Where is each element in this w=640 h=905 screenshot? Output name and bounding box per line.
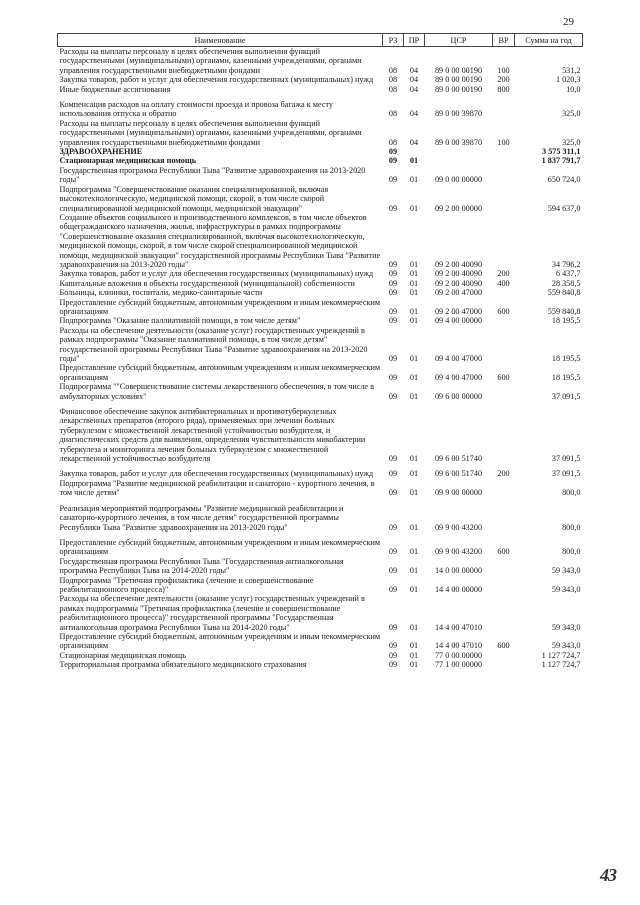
table-row	[58, 166, 583, 185]
row-vr	[493, 504, 515, 532]
row-name: Предоставление субсидий бюджетным, автономным учреждениям и иным некоммерческим организациям	[59, 297, 381, 316]
row-vr: 400	[497, 278, 510, 288]
row-csr: 89 0 00 00190	[434, 75, 483, 85]
row-csr	[425, 147, 493, 156]
row-sum: 559 840,8	[547, 288, 581, 298]
table-row	[58, 538, 583, 557]
row-name: Предоставление субсидий бюджетным, автономным учреждениям и иным некоммерческим организациям	[59, 363, 381, 382]
table-row	[58, 119, 583, 147]
header-sum: Сумма на год	[515, 34, 583, 47]
row-pr: 01	[409, 156, 419, 166]
row-vr	[493, 166, 515, 185]
row-name: Расходы на обеспечение деятельности (оказание услуг) государственных учреждений в рамках подпрограммы "Оказание паллиативной помощи, в том числе детям" государственной программы Республики Тыва "Развитие здравоохранения на 2013-2020 годы"	[59, 325, 368, 363]
row-sum: 559 840,8	[547, 306, 581, 316]
row-vr: 600	[497, 641, 510, 651]
row-sum: 1 020,3	[555, 75, 581, 85]
row-rz: 09	[388, 622, 398, 632]
row-pr: 01	[409, 269, 419, 279]
row-sum: 34 796,2	[551, 259, 581, 269]
row-rz: 09	[388, 584, 398, 594]
row-csr: 14 0 00 00000	[434, 566, 483, 576]
row-rz: 09	[388, 354, 398, 363]
row-rz: 09	[388, 316, 398, 326]
row-name: Больницы, клиники, госпитали, медико-санитарные части	[59, 288, 263, 298]
header-vr: ВР	[493, 34, 515, 47]
row-name: Закупка товаров, работ и услуг для обеспечения государственных (муниципальных) нужд	[59, 75, 374, 85]
row-csr: 09 4 00 47000	[434, 354, 483, 363]
row-rz: 09	[388, 259, 398, 269]
row-rz: 09	[388, 547, 398, 557]
row-name: Подпрограмма ""Совершенствование системы лекарственного обеспечения, в том числе в амбулаторных условиях"	[59, 382, 374, 401]
row-csr: 14 4 00 00000	[434, 584, 483, 594]
row-vr: 100	[497, 137, 510, 147]
row-pr: 01	[409, 391, 419, 401]
row-rz: 09	[388, 269, 398, 279]
row-sum: 650 724,0	[547, 175, 581, 185]
row-csr: 89 0 00 00190	[434, 84, 483, 94]
row-rz: 08	[388, 109, 398, 119]
header-pr: ПР	[404, 34, 425, 47]
row-name: Расходы на выплаты персоналу в целях обеспечения выполнения функций государственными (муниципальными) органами, казенными учреждениями, органами управления государственными внебюджетными фондами	[59, 118, 362, 147]
row-name: Подпрограмма "Третичная профилактика (лечение и совершенствование реабилитационного процесса)"	[59, 575, 314, 594]
row-sum: 18 195,5	[551, 372, 581, 382]
page-number: 29	[563, 16, 574, 28]
row-csr: 89 0 00 00190	[434, 65, 483, 75]
row-pr: 01	[409, 488, 419, 498]
table-row	[58, 100, 583, 119]
header-rz: РЗ	[383, 34, 404, 47]
row-vr	[493, 594, 515, 632]
row-rz: 09	[388, 203, 398, 213]
row-name: Подпрограмма "Развитие медицинской реабилитации и санаторно - курортного лечения, в том числе детям"	[59, 478, 375, 498]
row-csr: 09 2 00 40090	[434, 269, 483, 279]
row-name: Предоставление субсидий бюджетным, автономным учреждениям и иным некоммерческим организациям	[59, 631, 381, 651]
row-csr: 09 6 00 51740	[434, 454, 483, 464]
row-vr	[493, 288, 515, 297]
row-csr: 09 2 00 40090	[434, 278, 483, 288]
row-vr	[493, 156, 515, 165]
row-sum: 59 343,0	[551, 622, 581, 632]
row-sum: 37 091,5	[551, 469, 581, 479]
row-rz: 08	[388, 65, 398, 75]
row-pr: 01	[409, 469, 419, 479]
row-name: Государственная программа Республики Тыва "Государственная антиалкогольная программа Республики Тыва на 2014-2020 годы"	[59, 556, 344, 576]
row-csr: 09 2 00 40090	[434, 259, 483, 269]
row-csr: 77 1 00 00000	[434, 660, 483, 670]
table-row	[58, 479, 583, 498]
row-pr: 01	[409, 566, 419, 576]
row-rz: 09	[388, 288, 398, 298]
row-pr: 01	[409, 547, 419, 557]
row-name: Реализация мероприятий подпрограммы "Развитие медицинской реабилитации и санаторно-курортного лечения, в том числе детям" государственной программы Республики Тыва "Развитие здравоохранения на 2013-2020 годы"	[59, 503, 344, 532]
row-sum: 3 575 311,1	[542, 147, 581, 157]
row-csr: 09 9 00 00000	[434, 488, 483, 498]
row-vr: 200	[497, 469, 510, 479]
row-csr: 14 4 00 47010	[434, 622, 483, 632]
row-rz: 09	[388, 650, 398, 660]
row-sum: 59 343,0	[551, 641, 581, 651]
row-name: Расходы на обеспечение деятельности (оказание услуг) государственных учреждений в рамках подпрограммы "Третичная профилактика (лечение и совершенствование реабилитационного процесса)" государственной программы "Государственная антиалкогольная программа Республики Тыва на 2014-2020 годы"	[59, 594, 365, 632]
handwritten-page-mark: 43	[600, 865, 616, 885]
row-pr: 01	[409, 288, 419, 298]
row-pr: 01	[409, 316, 419, 326]
budget-table	[57, 33, 583, 670]
row-sum: 800,0	[562, 522, 581, 532]
row-sum: 18 195,5	[551, 316, 581, 326]
row-vr: 100	[497, 65, 510, 75]
row-name: Подпрограмма "Совершенствование оказания специализированной, включая высокотехнологическую, медицинской помощи, скорой, в том числе скорой специализированной медицинской помощи, медицинской эвакуации"	[59, 184, 329, 213]
row-vr: 600	[497, 547, 510, 557]
row-csr: 09 2 00 00000	[434, 203, 483, 213]
row-vr: 600	[497, 372, 510, 382]
header-name: Наименование	[58, 34, 383, 47]
table-row	[58, 85, 583, 94]
row-name: Предоставление субсидий бюджетным, автономным учреждениям и иным некоммерческим организациям	[59, 537, 381, 557]
row-name: Создание объектов социального и производственного комплексов, в том числе объектов общегражданского назначения, жилья, инфраструктуры в рамках подпрограммы "Совершенствование оказания специализированной, включая высокотехнологическую, медицинской помощи, скорой, в том числе скорой специализированной медицинской помощи, медицинской эвакуации" государственной программы Республики Тыва "Развитие здравоохранения на 2013-2020 годы"	[59, 212, 381, 269]
row-pr: 01	[409, 660, 419, 670]
table-row	[58, 269, 583, 278]
row-vr	[493, 407, 515, 463]
row-csr: 14 4 00 47010	[434, 641, 483, 651]
row-pr: 01	[409, 522, 419, 532]
row-sum: 325,0	[562, 137, 581, 147]
row-sum: 594 637,0	[547, 203, 581, 213]
row-name: Компенсация расходов на оплату стоимости проезда и провоза багажа к месту использования отпуска и обратно	[59, 100, 333, 119]
row-sum: 1 127 724,7	[541, 660, 581, 670]
row-csr: 09 6 00 51740	[434, 469, 483, 479]
row-rz: 09	[388, 156, 398, 166]
row-csr: 09 0 00 00000	[434, 175, 483, 185]
header-csr: ЦСР	[425, 34, 493, 47]
row-csr: 89 0 00 39870	[434, 109, 483, 119]
row-name: ЗДРАВООХРАНЕНИЕ	[59, 147, 143, 157]
row-rz: 08	[388, 75, 398, 85]
row-pr: 01	[409, 354, 419, 363]
row-sum: 6 437,7	[555, 269, 581, 279]
row-vr	[493, 316, 515, 325]
row-sum: 28 358,5	[551, 278, 581, 288]
row-vr	[493, 660, 515, 669]
table-row	[58, 504, 583, 532]
row-pr: 01	[409, 259, 419, 269]
table-row	[58, 213, 583, 269]
table-row	[58, 298, 583, 317]
row-name: Иные бюджетные ассигнования	[59, 84, 171, 94]
row-sum: 59 343,0	[551, 566, 581, 576]
table-row	[58, 156, 583, 165]
row-name: Подпрограмма "Оказание паллиативной помощи, в том числе детям"	[59, 316, 301, 326]
row-pr: 01	[409, 372, 419, 382]
row-rz: 09	[388, 522, 398, 532]
table-row	[58, 382, 583, 401]
row-name: Расходы на выплаты персоналу в целях обеспечения выполнения функций государственными (муниципальными) органами, казенными учреждениями, органами управления государственными внебюджетными фондами	[59, 47, 362, 75]
row-vr: 600	[497, 306, 510, 316]
row-pr: 01	[409, 306, 419, 316]
row-csr: 09 6 00 00000	[434, 391, 483, 401]
row-vr	[493, 479, 515, 498]
row-pr: 04	[409, 137, 419, 147]
table-row	[58, 147, 583, 156]
row-name: Территориальная программа обязательного медицинского страхования	[59, 660, 307, 670]
table-row	[58, 651, 583, 660]
row-pr: 04	[409, 65, 419, 75]
row-rz: 09	[388, 488, 398, 498]
table-row	[58, 185, 583, 213]
row-pr: 01	[409, 454, 419, 464]
row-vr	[493, 576, 515, 595]
row-vr	[493, 185, 515, 213]
row-name: Стационарная медицинская помощь	[59, 650, 186, 660]
row-pr	[404, 147, 425, 156]
row-pr: 01	[409, 641, 419, 651]
table-row	[58, 594, 583, 632]
row-vr	[493, 147, 515, 156]
table-row	[58, 469, 583, 478]
table-row	[58, 632, 583, 651]
row-rz: 09	[388, 147, 398, 157]
row-pr: 01	[409, 622, 419, 632]
table-row	[58, 288, 583, 297]
table-body	[58, 47, 583, 670]
table-row	[58, 557, 583, 576]
row-csr: 09 2 00 47000	[434, 306, 483, 316]
row-pr: 01	[409, 203, 419, 213]
table-row	[58, 407, 583, 463]
row-name: Закупка товаров, работ и услуг для обеспечения государственных (муниципальных) нужд	[59, 469, 374, 479]
row-vr	[493, 382, 515, 401]
row-name: Стационарная медицинская помощь	[59, 156, 197, 166]
row-sum: 37 091,5	[551, 391, 581, 401]
row-vr	[493, 557, 515, 576]
row-rz: 09	[388, 391, 398, 401]
row-csr: 09 4 00 47000	[434, 372, 483, 382]
row-name: Капитальные вложения в объекты государственной (муниципальной) собственности	[59, 278, 355, 288]
row-rz: 08	[388, 137, 398, 147]
row-sum: 18 195,5	[551, 354, 581, 363]
row-pr: 04	[409, 75, 419, 85]
table-row	[58, 279, 583, 288]
row-rz: 09	[388, 469, 398, 479]
row-sum: 37 091,5	[551, 454, 581, 464]
row-rz: 09	[388, 566, 398, 576]
row-csr: 09 9 00 43200	[434, 547, 483, 557]
table-row	[58, 47, 583, 76]
row-sum: 800,0	[562, 488, 581, 498]
row-pr: 01	[409, 278, 419, 288]
row-vr	[493, 213, 515, 269]
row-sum: 325,0	[562, 109, 581, 119]
row-csr: 09 2 00 47000	[434, 288, 483, 298]
row-csr: 09 4 00 00000	[434, 316, 483, 326]
row-name: Государственная программа Республики Тыва "Развитие здравоохранения на 2013-2020 годы"	[59, 165, 366, 185]
row-rz: 09	[388, 175, 398, 185]
table-row	[58, 576, 583, 595]
row-rz: 09	[388, 372, 398, 382]
row-rz: 09	[388, 641, 398, 651]
row-rz: 08	[388, 84, 398, 94]
table-row	[58, 326, 583, 364]
row-rz: 09	[388, 278, 398, 288]
row-sum: 1 127 724,7	[541, 650, 581, 660]
row-rz: 09	[388, 306, 398, 316]
row-rz: 09	[388, 660, 398, 670]
table-row	[58, 363, 583, 382]
row-sum: 1 837 791,7	[541, 156, 581, 166]
row-vr	[493, 326, 515, 364]
row-pr: 01	[409, 650, 419, 660]
row-name: Финансовое обеспечение закупок антибактериальных и противотуберкулезных лекарственных препаратов (второго ряда), применяемых при лечении больных туберкулезом с множественной лекарственной устойчивостью возбудителя, и диагностических средств для выявления, определения чувствительности микобактерии туберкулеза и мониторинга лечения больных туберкулезом с множественной лекарственной устойчивостью возбудителя	[59, 407, 366, 464]
row-name: Закупка товаров, работ и услуг для обеспечения государственных (муниципальных) нужд	[59, 269, 374, 279]
row-pr: 04	[409, 84, 419, 94]
row-csr: 09 9 00 43200	[434, 522, 483, 532]
row-vr: 800	[497, 84, 510, 94]
row-pr: 01	[409, 584, 419, 594]
row-rz: 09	[388, 454, 398, 464]
row-sum: 531,2	[562, 65, 581, 75]
row-vr	[493, 651, 515, 660]
table-row	[58, 660, 583, 669]
row-csr	[425, 156, 493, 165]
row-sum: 10,0	[566, 84, 581, 94]
row-vr: 200	[497, 75, 510, 85]
table-row	[58, 75, 583, 84]
row-vr: 200	[497, 269, 510, 279]
row-sum: 800,0	[562, 547, 581, 557]
row-sum: 59 343,0	[551, 584, 581, 594]
table-row	[58, 316, 583, 325]
row-pr: 01	[409, 175, 419, 185]
row-vr	[493, 100, 515, 119]
table-header-row	[58, 34, 583, 47]
row-pr: 04	[409, 109, 419, 119]
row-csr: 77 0 00 00000	[434, 650, 483, 660]
row-csr: 89 0 00 39870	[434, 137, 483, 147]
